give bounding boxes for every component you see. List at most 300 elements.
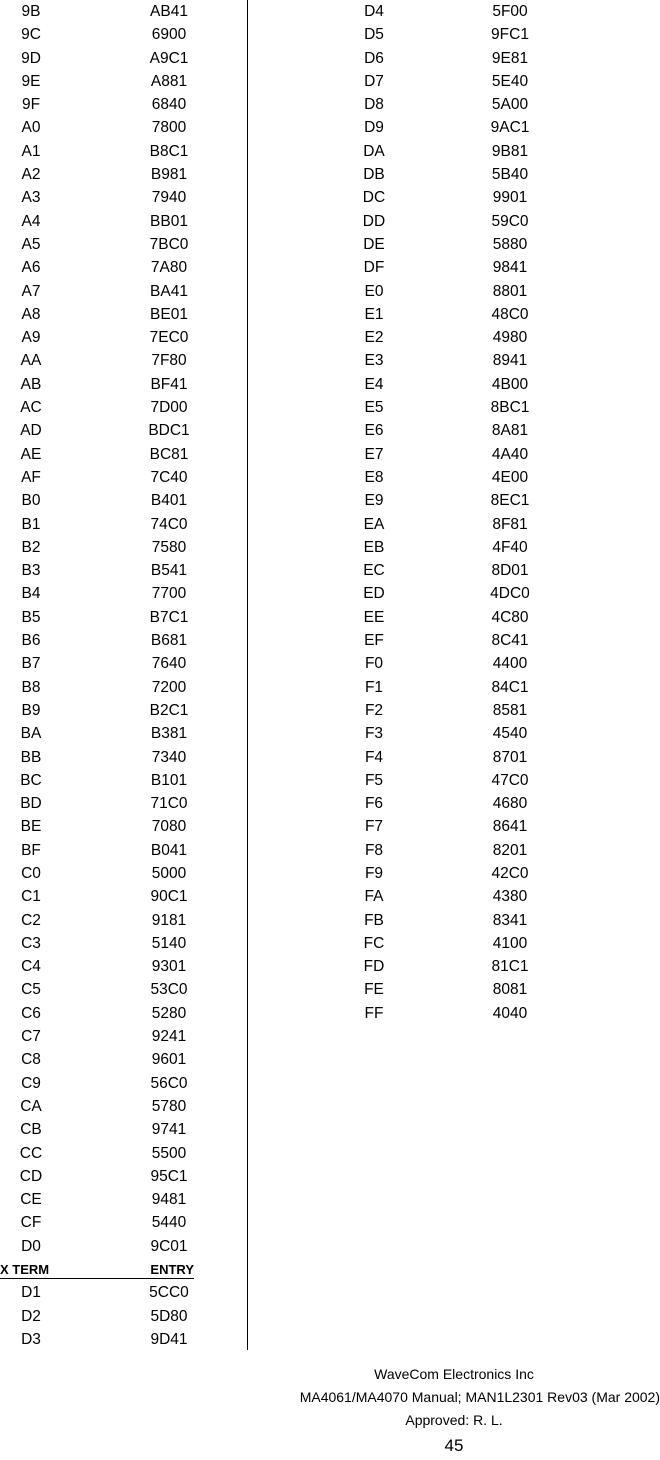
term-cell: FC (363, 934, 385, 952)
term-cell: E5 (364, 399, 384, 417)
table-row (248, 186, 660, 209)
term-cell: C1 (21, 888, 41, 906)
table-row (248, 116, 660, 139)
table-row (0, 256, 246, 279)
entry-cell: 5000 (151, 864, 187, 882)
term-cell: C9 (21, 1074, 41, 1092)
table-row (0, 652, 246, 675)
footer-approval: Approved: R. L. (405, 1412, 503, 1428)
table-row (248, 349, 660, 372)
entry-cell: AB41 (150, 3, 188, 20)
header-entry-label: ENTRY (150, 1262, 194, 1278)
term-cell: CB (20, 1121, 42, 1139)
table-row (0, 1328, 246, 1351)
term-cell: FE (364, 981, 384, 999)
table-row (248, 582, 660, 605)
term-cell: A1 (21, 142, 41, 160)
entry-cell: 9901 (492, 189, 528, 207)
entry-cell: 8201 (492, 841, 528, 859)
entry-cell: 7940 (151, 189, 187, 207)
term-cell: AE (20, 445, 42, 463)
term-cell: BC (20, 771, 42, 789)
term-cell: AD (20, 422, 42, 440)
term-cell: C2 (21, 911, 41, 929)
entry-cell: 9301 (151, 958, 187, 976)
term-cell: D3 (21, 1330, 41, 1348)
table-row (248, 978, 660, 1001)
term-cell: BD (20, 795, 42, 813)
entry-cell: A9C1 (149, 49, 189, 67)
term-cell: AC (20, 399, 42, 417)
table-row (0, 163, 246, 186)
entry-cell: BB01 (150, 212, 188, 230)
term-cell: EA (363, 515, 385, 533)
entry-cell: 5B40 (491, 166, 529, 184)
entry-cell: 7D00 (150, 399, 188, 417)
table-row (0, 373, 246, 396)
term-cell: F7 (364, 818, 384, 836)
term-cell: E7 (364, 445, 384, 463)
entry-cell: 8081 (492, 981, 528, 999)
table-row (248, 443, 660, 466)
table-row (0, 606, 246, 629)
entry-cell: 5CC0 (149, 1284, 189, 1302)
entry-cell: 5880 (492, 235, 528, 253)
term-cell: 9C (21, 26, 41, 44)
entry-cell: 8641 (492, 818, 528, 836)
term-cell: AF (21, 468, 41, 486)
entry-cell: B8C1 (149, 142, 189, 160)
table-row (0, 93, 246, 116)
table-row (248, 163, 660, 186)
table-row (0, 1235, 246, 1258)
term-cell: B1 (21, 515, 41, 533)
table-row (0, 1281, 246, 1304)
term-cell: D5 (364, 26, 384, 44)
table-row (0, 443, 246, 466)
table-row (0, 676, 246, 699)
table-row (248, 559, 660, 582)
term-cell: C7 (21, 1028, 41, 1046)
table-row (0, 862, 246, 885)
term-cell: F8 (364, 841, 384, 859)
table-row (248, 699, 660, 722)
term-cell: C4 (21, 958, 41, 976)
entry-cell: 9601 (151, 1051, 187, 1069)
header-term-label: X TERM (0, 1262, 50, 1278)
term-cell: E0 (364, 282, 384, 300)
entry-cell: 84C1 (491, 678, 529, 696)
table-row (0, 1095, 246, 1118)
term-cell: EC (363, 562, 385, 580)
entry-cell: 47C0 (491, 771, 529, 789)
term-cell: CF (20, 1214, 42, 1232)
entry-cell: 42C0 (491, 864, 529, 882)
footer-manual-reference: MA4061/MA4070 Manual; MAN1L2301 Rev03 (Mar 2002) (299, 1389, 660, 1405)
term-cell: C6 (21, 1004, 41, 1022)
entry-cell: 7080 (151, 818, 187, 836)
term-cell: A7 (21, 282, 41, 300)
entry-cell: 4C80 (491, 608, 529, 626)
entry-cell: BDC1 (148, 422, 190, 440)
term-cell: 9E (21, 72, 41, 90)
term-cell: D0 (21, 1237, 41, 1255)
entry-cell: A881 (150, 72, 188, 90)
table-row (248, 862, 660, 885)
entry-cell: 9741 (151, 1121, 187, 1139)
entry-cell: B401 (150, 492, 188, 510)
entry-cell: 8EC1 (490, 492, 530, 510)
table-row (248, 629, 660, 652)
table-row (248, 0, 660, 23)
entry-cell: 7EC0 (149, 329, 189, 347)
table-row (0, 116, 246, 139)
left-table-column (0, 0, 246, 1351)
table-row (248, 303, 660, 326)
entry-cell: 5E40 (491, 72, 529, 90)
entry-cell: 8F81 (492, 515, 528, 533)
entry-cell: 6840 (151, 96, 187, 114)
table-row (248, 932, 660, 955)
table-row (0, 978, 246, 1001)
entry-cell: 4100 (492, 934, 528, 952)
term-cell: CC (19, 1144, 43, 1162)
entry-cell: 9481 (151, 1191, 187, 1209)
term-cell: A9 (21, 329, 41, 347)
table-row (248, 792, 660, 815)
right-rows (248, 0, 660, 1025)
term-cell: CA (20, 1097, 42, 1115)
term-cell: E8 (364, 468, 384, 486)
entry-cell: B7C1 (149, 608, 189, 626)
entry-cell: 48C0 (491, 305, 529, 323)
entry-cell: B981 (150, 166, 188, 184)
entry-cell: 9D41 (150, 1330, 188, 1348)
entry-cell: 56C0 (150, 1074, 188, 1092)
entry-cell: 7C40 (150, 468, 188, 486)
entry-cell: 9AC1 (490, 119, 530, 137)
term-cell: B2 (21, 538, 41, 556)
term-cell: E6 (364, 422, 384, 440)
term-cell: F3 (364, 725, 384, 743)
term-cell: EF (364, 632, 384, 650)
entry-cell: B681 (150, 632, 188, 650)
table-row (0, 1048, 246, 1071)
term-cell: F0 (364, 655, 384, 673)
term-cell: E4 (364, 375, 384, 393)
footer-company: WaveCom Electronics Inc (374, 1366, 534, 1382)
entry-cell: 9181 (151, 911, 187, 929)
entry-cell: 5A00 (491, 96, 529, 114)
table-row (248, 489, 660, 512)
term-cell: F5 (364, 771, 384, 789)
table-row (0, 396, 246, 419)
table-row (0, 955, 246, 978)
term-cell: BB (20, 748, 42, 766)
table-row (248, 280, 660, 303)
table-row (0, 326, 246, 349)
right-table-column (248, 0, 660, 1025)
entry-cell: BA41 (150, 282, 188, 300)
entry-cell: 5780 (151, 1097, 187, 1115)
term-cell: C8 (21, 1051, 41, 1069)
term-cell: E2 (364, 329, 384, 347)
term-cell: B0 (21, 492, 41, 510)
entry-cell: 8BC1 (490, 399, 530, 417)
entry-cell: 5440 (151, 1214, 187, 1232)
entry-cell: 4A40 (491, 445, 529, 463)
term-cell: A0 (21, 119, 41, 137)
table-row (0, 513, 246, 536)
entry-cell: 59C0 (491, 212, 529, 230)
term-cell: AA (20, 352, 42, 370)
table-row (248, 233, 660, 256)
table-row (248, 47, 660, 70)
table-row (248, 419, 660, 442)
header-underline (0, 1278, 194, 1279)
table-row (248, 769, 660, 792)
table-row (0, 1142, 246, 1165)
entry-cell: 4400 (492, 655, 528, 673)
entry-cell: 4F40 (492, 538, 528, 556)
table-row (248, 326, 660, 349)
table-row (0, 885, 246, 908)
table-row (0, 1211, 246, 1234)
table-row (248, 722, 660, 745)
term-cell: B6 (21, 632, 41, 650)
entry-cell: 5140 (151, 934, 187, 952)
term-cell: DE (363, 235, 385, 253)
table-row (248, 210, 660, 233)
term-cell: B9 (21, 701, 41, 719)
table-row (248, 70, 660, 93)
term-cell: B7 (21, 655, 41, 673)
term-cell: CD (19, 1167, 43, 1185)
term-cell: EB (363, 538, 385, 556)
term-cell: AB (20, 375, 42, 393)
entry-cell: 5D80 (150, 1307, 188, 1325)
term-cell: C3 (21, 934, 41, 952)
entry-cell: 7340 (151, 748, 187, 766)
entry-cell: BC81 (149, 445, 189, 463)
term-cell: D7 (364, 72, 384, 90)
table-row (0, 815, 246, 838)
entry-cell: 74C0 (150, 515, 188, 533)
table-row (0, 186, 246, 209)
table-row (0, 1025, 246, 1048)
table-row (0, 722, 246, 745)
term-cell: BF (21, 841, 41, 859)
table-row (0, 699, 246, 722)
term-cell: F2 (364, 701, 384, 719)
entry-cell: 8D01 (491, 562, 529, 580)
term-cell: ED (363, 585, 385, 603)
table-row (0, 1002, 246, 1025)
term-cell: E9 (364, 492, 384, 510)
entry-cell: 81C1 (491, 958, 529, 976)
term-cell: A2 (21, 166, 41, 184)
term-cell: EE (363, 608, 385, 626)
table-row (0, 1188, 246, 1211)
entry-cell: 5280 (151, 1004, 187, 1022)
table-row (0, 769, 246, 792)
entry-cell: 9241 (151, 1028, 187, 1046)
table-row (0, 792, 246, 815)
table-row (248, 909, 660, 932)
entry-cell: 95C1 (150, 1167, 188, 1185)
entry-cell: B101 (150, 771, 188, 789)
entry-cell: 8C41 (491, 632, 529, 650)
table-row (0, 536, 246, 559)
term-cell: CE (20, 1191, 42, 1209)
entry-cell: 90C1 (150, 888, 188, 906)
entry-cell: 9FC1 (491, 26, 529, 44)
table-row (0, 582, 246, 605)
table-row (0, 1072, 246, 1095)
entry-cell: 7800 (151, 119, 187, 137)
table-row (0, 489, 246, 512)
entry-cell: 7580 (151, 538, 187, 556)
table-row (0, 419, 246, 442)
term-cell: 9D (21, 49, 41, 67)
table-row (0, 349, 246, 372)
table-row (248, 23, 660, 46)
entry-cell: 8A81 (491, 422, 529, 440)
table-row (0, 629, 246, 652)
entry-cell: BE01 (150, 305, 188, 323)
entry-cell: B381 (150, 725, 188, 743)
term-cell: FF (364, 1004, 384, 1022)
table-row (248, 396, 660, 419)
table-row (248, 746, 660, 769)
entry-cell: 9B81 (491, 142, 529, 160)
table-row (248, 373, 660, 396)
entry-cell: 5500 (151, 1144, 187, 1162)
term-cell: FA (364, 888, 384, 906)
table-row (0, 23, 246, 46)
term-cell: C0 (21, 864, 41, 882)
entry-cell: 4680 (492, 795, 528, 813)
table-row (0, 932, 246, 955)
term-cell: F9 (364, 864, 384, 882)
term-cell: A4 (21, 212, 41, 230)
term-cell: BA (20, 725, 42, 743)
table-row (248, 93, 660, 116)
table-row (248, 955, 660, 978)
entry-cell: 7200 (151, 678, 187, 696)
entry-cell: 7BC0 (149, 235, 189, 253)
table-row (248, 536, 660, 559)
term-cell: FD (363, 958, 385, 976)
table-row (248, 676, 660, 699)
entry-cell: 5F00 (492, 3, 528, 20)
term-cell: E3 (364, 352, 384, 370)
entry-cell: B2C1 (149, 701, 189, 719)
entry-cell: 8581 (492, 701, 528, 719)
term-cell: A5 (21, 235, 41, 253)
term-cell: DC (362, 189, 386, 207)
term-cell: D2 (21, 1307, 41, 1325)
term-cell: F4 (364, 748, 384, 766)
entry-cell: 4540 (492, 725, 528, 743)
entry-cell: 7700 (151, 585, 187, 603)
term-cell: B5 (21, 608, 41, 626)
table-row (0, 559, 246, 582)
term-cell: DB (363, 166, 385, 184)
term-cell: E1 (364, 305, 384, 323)
term-cell: D1 (21, 1284, 41, 1302)
table-row (0, 909, 246, 932)
entry-cell: 4E00 (491, 468, 529, 486)
left-rows-after-header (0, 1281, 246, 1351)
term-cell: BE (20, 818, 42, 836)
entry-cell: 9E81 (491, 49, 529, 67)
term-cell: D4 (364, 3, 384, 20)
table-row (248, 839, 660, 862)
table-row (248, 513, 660, 536)
term-cell: DF (363, 259, 385, 277)
entry-cell: 9C01 (150, 1237, 188, 1255)
table-header-row (0, 1258, 246, 1281)
entry-cell: B541 (150, 562, 188, 580)
table-row (0, 140, 246, 163)
table-row (0, 0, 246, 23)
table-row (0, 70, 246, 93)
table-row (0, 47, 246, 70)
table-row (0, 1165, 246, 1188)
page-number: 45 (444, 1436, 464, 1455)
entry-cell: 8701 (492, 748, 528, 766)
entry-cell: 4B00 (491, 375, 529, 393)
table-row (0, 210, 246, 233)
table-row (0, 303, 246, 326)
entry-cell: 9841 (492, 259, 528, 277)
term-cell: F6 (364, 795, 384, 813)
table-row (248, 815, 660, 838)
table-row (248, 466, 660, 489)
term-cell: DA (363, 142, 385, 160)
term-cell: A3 (21, 189, 41, 207)
term-cell: B3 (21, 562, 41, 580)
entry-cell: 6900 (151, 26, 187, 44)
term-cell: B4 (21, 585, 41, 603)
term-cell: A8 (21, 305, 41, 323)
entry-cell: 7A80 (150, 259, 188, 277)
table-row (0, 1118, 246, 1141)
entry-cell: 8801 (492, 282, 528, 300)
table-row (0, 233, 246, 256)
table-row (0, 1305, 246, 1328)
entry-cell: 4380 (492, 888, 528, 906)
table-row (0, 746, 246, 769)
table-row (0, 466, 246, 489)
term-cell: D8 (364, 96, 384, 114)
table-row (0, 280, 246, 303)
table-row (248, 652, 660, 675)
term-cell: F1 (364, 678, 384, 696)
entry-cell: 7F80 (151, 352, 187, 370)
entry-cell: 4980 (492, 329, 528, 347)
entry-cell: BF41 (150, 375, 188, 393)
table-row (248, 885, 660, 908)
term-cell: C5 (21, 981, 41, 999)
entry-cell: 53C0 (150, 981, 188, 999)
term-cell: 9F (21, 96, 41, 114)
table-row (248, 256, 660, 279)
term-cell: D6 (364, 49, 384, 67)
entry-cell: 7640 (151, 655, 187, 673)
table-row (248, 1002, 660, 1025)
